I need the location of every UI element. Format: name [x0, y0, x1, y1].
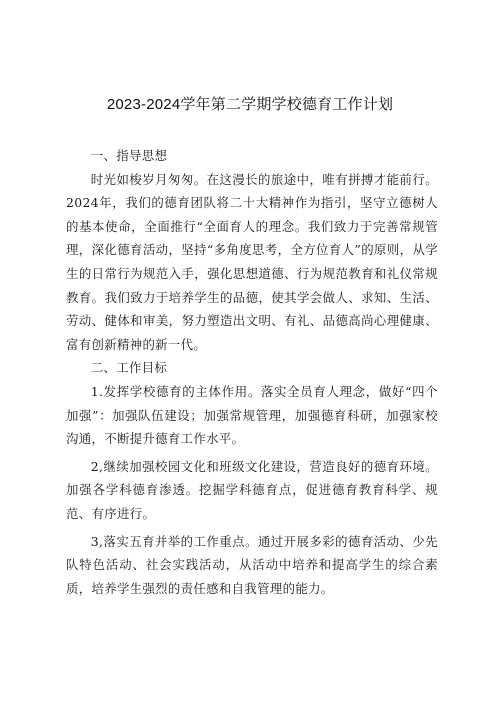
goal-3-paragraph: 3,落实五育并举的工作重点。通过开展多彩的德育活动、少先队特色活动、社会实践活动，从活动中培养和提高学生的综合素质，培养学生强烈的责任感和自我管理的能力。	[66, 533, 438, 596]
section-1-heading: 一、指导思想	[90, 148, 168, 163]
goal-1-paragraph: 1.发挥学校德育的主体作用。落实全员育人理念，做好“四个加强”：加强队伍建设；加强常规管理，加强德育科研，加强家校沟通，不断提升德育工作水平。	[66, 383, 438, 447]
document-title: 2023-2024学年第二学期学校德育工作计划	[106, 96, 394, 113]
goal-2-paragraph: 2,继续加强校园文化和班级文化建设，营造良好的德育环境。加强各学科德育渗透。挖掘学科德育点，促进德育教育科学、规范、有序进行。	[66, 458, 438, 521]
section-1-paragraph: 时光如梭岁月匆匆。在这漫长的旅途中，唯有拼搏才能前行。2024年，我们的德育团队将二十大精神作为指引，坚守立德树人的基本使命，全面推行“全面育人的理念。我们致力于完善常规管理，深化德育活动，坚持“多角度思考，全方位育人”的原则，从学生的日常行为规范入手，强化思想道德、行为规范教育和礼仪常规教育。我们致力于培养学生的品德，使其学会做人、求知、生活、劳动、健体和审美，努力塑造出文明、有礼、品德高尚心理健康、富有创新精神的新一代。	[66, 171, 438, 352]
section-2-heading: 二、工作目标	[90, 360, 168, 376]
document-body	[66, 144, 438, 600]
